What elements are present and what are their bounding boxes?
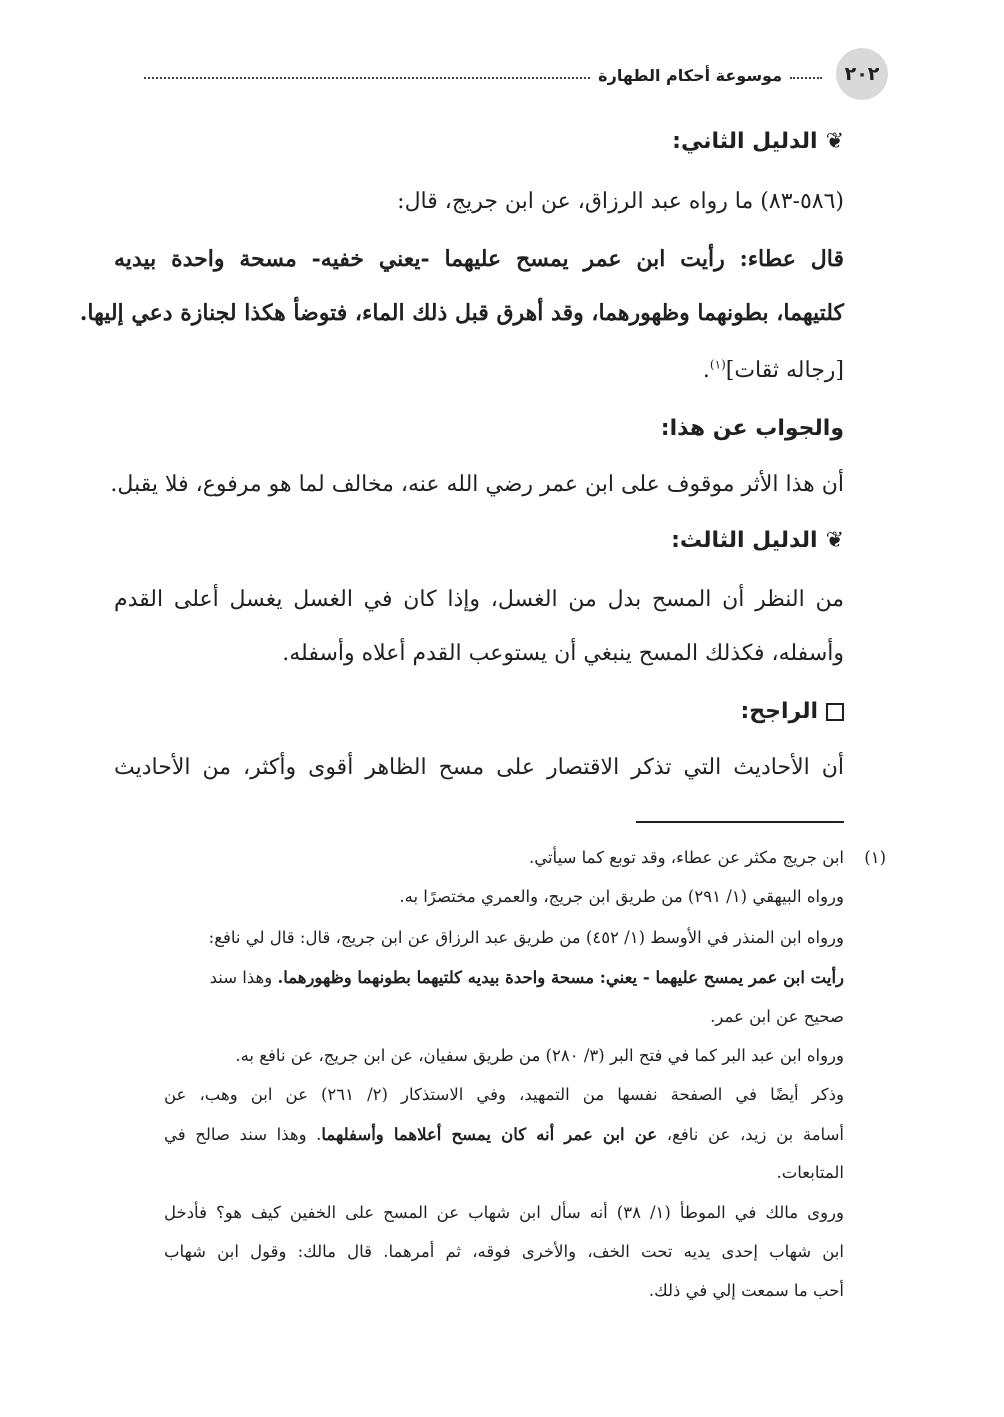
answer-heading: والجواب عن هذا: [660,416,844,441]
footnote-line: أحب ما سمعت إلي في ذلك. [648,1281,844,1300]
footnote-text: . وهذا سند صالح في [164,1125,322,1144]
grading-end: . [702,358,710,383]
footnote-marker: (١) [864,848,886,867]
third-evidence-line-2: وأسفله، فكذلك المسح ينبغي أن يستوعب القدم أعلاه وأسفله. [282,641,844,666]
header-dots-right [790,77,822,79]
heading-third-evidence-text: الدليل الثالث: [671,528,818,553]
footnote-line: ورواه ابن عبد البر كما في فتح البر (٣/ ٢٨٠) من طريق سفيان، عن ابن جريج، عن نافع به. [235,1046,844,1065]
grading-line [114,356,844,386]
running-header [144,62,822,88]
footnote-text: أسامة بن زيد، عن نافع، [657,1125,844,1144]
quote-line-2: كلتيهما، بطونهما وظهورهما، وقد أهرق قبل ذلك الماء، فتوضأ هكذا لجنازة دعي إليها. [79,300,844,326]
footnote-line: ورواه البيهقي (١/ ٢٩١) من طريق ابن جريج، والعمري مختصرًا به. [399,887,844,906]
footnote-line: ورواه ابن المنذر في الأوسط (١/ ٤٥٢) من طريق عبد الرزاق عن ابن جريج، قال: قال لي نافع: [208,928,844,947]
footnote-text: وهذا سند [209,968,278,987]
footnote-line: وذكر أيضًا في الصفحة نفسها من التمهيد، وفي الاستذكار (٢/ ٢٦١) عن ابن وهب، عن [164,1085,844,1104]
preferred-line: أن الأحاديث التي تذكر الاقتصار على مسح الظاهر أقوى وأكثر، من الأحاديث [114,755,845,780]
heading-second-evidence-text: الدليل الثاني: [672,129,818,154]
answer-line: أن هذا الأثر موقوف على ابن عمر رضي الله عنه، مخالف لما هو مرفوع، فلا يقبل. [110,472,844,497]
footnote-line: صحيح عن ابن عمر. [710,1007,844,1026]
book-title: موسوعة أحكام الطهارة [598,65,782,85]
footnote-line [164,966,844,990]
square-bullet-icon [826,703,844,721]
footnote-line: المتابعات. [776,1163,844,1182]
footnote-separator [636,821,844,823]
footnote-line: ابن جريج مكثر عن عطاء، وقد توبع كما سيأتي. [528,848,844,867]
leaf-bullet-icon: ❦ [825,129,844,154]
footnote-reference[interactable]: (١) [709,357,726,372]
preferred-heading-text: الراجح: [740,699,818,724]
quote-line-1: قال عطاء: رأيت ابن عمر يمسح عليهما -يعني خفيه- مسحة واحدة بيديه [114,246,844,272]
footnote-bold-quote: عن ابن عمر أنه كان يمسح أعلاهما وأسفلهما [321,1125,658,1144]
leaf-bullet-icon: ❦ [825,528,844,553]
footnote-line: ابن شهاب إحدى يديه تحت الخف، والأخرى فوقه، ثم أمرهما. قال مالك: وقول ابن شهاب [164,1242,844,1261]
footnote-line [164,1123,844,1147]
heading-third-evidence [114,526,844,556]
footnote-bold-quote: رأيت ابن عمر يمسح عليهما - يعني: مسحة واحدة بيديه كلتيهما بطونهما وظهورهما. [277,968,844,987]
header-dots-left [144,77,590,79]
preferred-heading [114,697,844,727]
page-number: ٢٠٢ [836,48,888,100]
third-evidence-line-1: من النظر أن المسح بدل من الغسل، وإذا كان في الغسل يغسل أعلى القدم [114,587,844,612]
narration-intro: (٥٨٦-٨٣) ما رواه عبد الرزاق، عن ابن جريج، قال: [397,189,844,214]
footnote-line: وروى مالك في الموطأ (١/ ٣٨) أنه سأل ابن شهاب عن المسح على الخفين كيف هو؟ فأدخل [164,1203,844,1222]
grading-text: [رجاله ثقات] [725,358,844,383]
heading-second-evidence [114,127,844,157]
